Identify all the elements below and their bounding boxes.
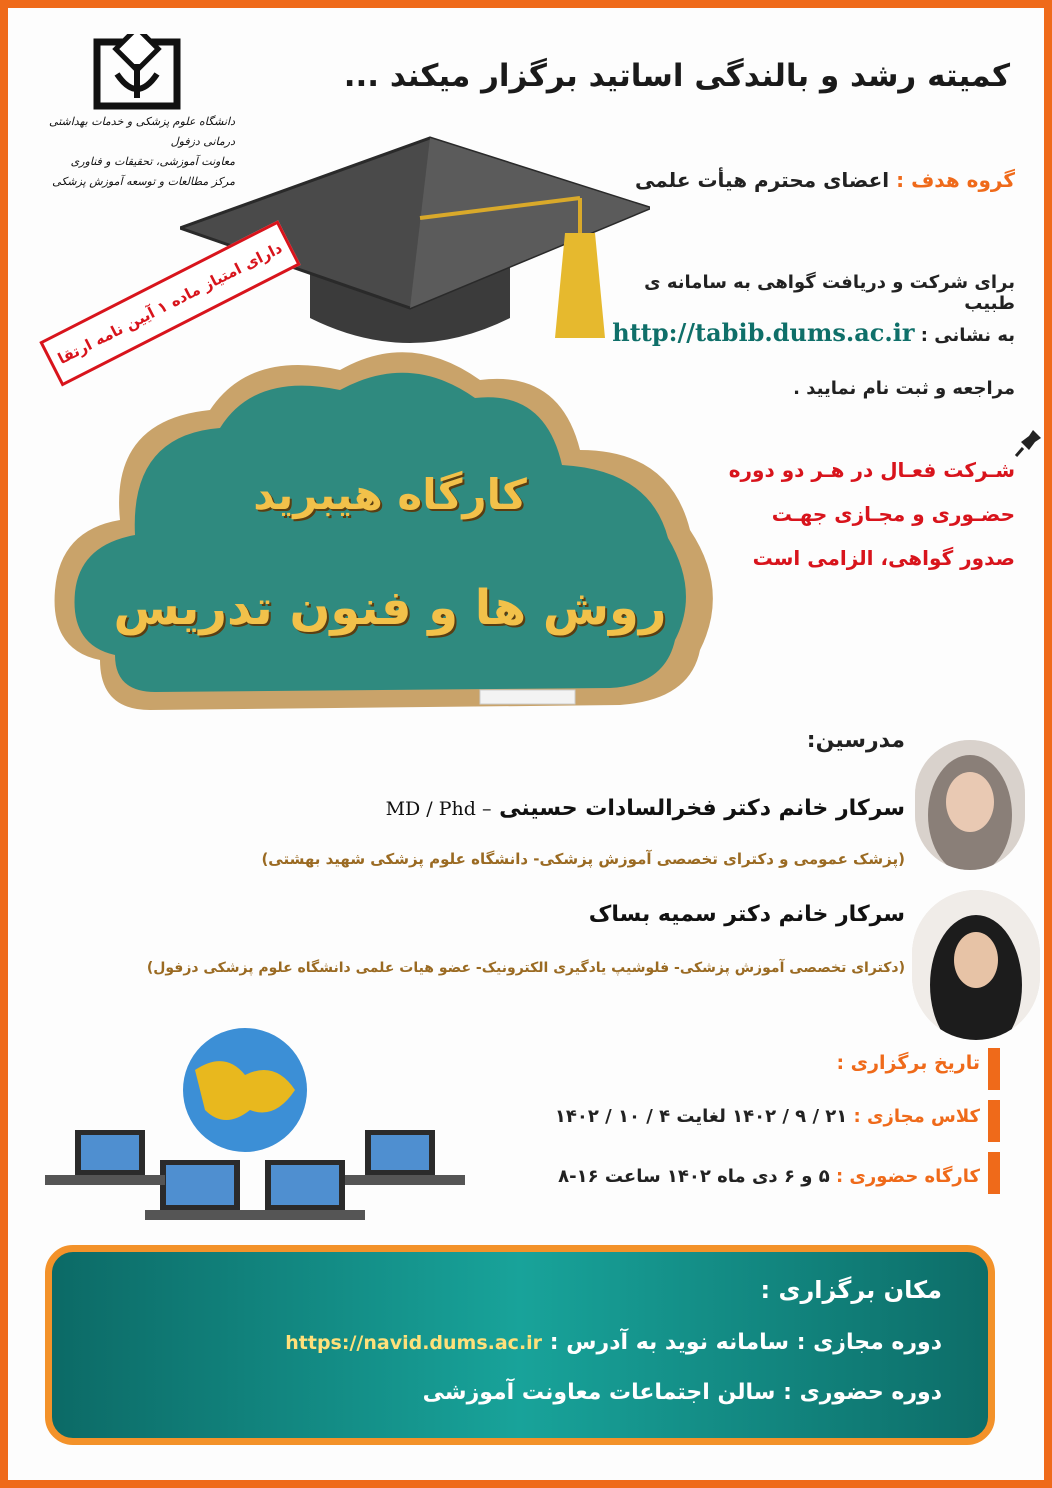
inperson-workshop-line: [500, 1166, 980, 1187]
instructor-1-name: سرکار خانم دکتر فخرالسادات حسینی: [499, 796, 905, 821]
instructor-2-photo: [912, 890, 1040, 1040]
logo-line-3: مرکز مطالعات و توسعه آموزش پزشکی: [52, 175, 235, 188]
instructor-1-desc: (پزشک عمومی و دکترای تخصصی آموزش پزشکی- دانشگاه علوم پزشکی شهید بهشتی): [261, 850, 905, 868]
inperson-workshop-value: ۵ و ۶ دی ماه ۱۴۰۲ ساعت ۱۶-۸: [558, 1166, 830, 1187]
university-emblem-icon: [82, 34, 192, 114]
venue-label: مکان برگزاری :: [760, 1276, 942, 1304]
inperson-workshop-label: کارگاه حضوری :: [835, 1166, 980, 1187]
instructors-label: مدرسین:: [806, 728, 905, 753]
venue-virtual-line: [80, 1330, 942, 1355]
cloud-board: [40, 330, 730, 750]
instructor-2-desc: (دکترای تخصصی آموزش پزشکی- فلوشیپ یادگیری الکترونیک- عضو هیات علمی دانشگاه علوم پزشکی دزفول): [146, 960, 905, 976]
schedule-bar-2: [988, 1100, 1000, 1142]
workshop-title-2: روش ها و فنون تدریس: [113, 580, 667, 636]
stamp-text: دارای امتیاز ماده ۱ آیین نامه ارتقا: [54, 238, 286, 368]
virtual-class-line: [500, 1106, 980, 1127]
venue-inperson-text: سالن اجتماعات معاونت آموزشی: [422, 1380, 776, 1405]
registration-line-3: مراجعه و ثبت نام نمایید .: [793, 378, 1015, 399]
navid-url-link[interactable]: https://navid.dums.ac.ir: [285, 1332, 543, 1354]
notice-line-3: صدور گواهی، الزامی است: [752, 546, 1015, 570]
pushpin-icon: [1015, 428, 1043, 458]
notice-line-2: حضـوری و مجـازی جهـت: [771, 502, 1015, 526]
schedule-label: تاریخ برگزاری :: [836, 1052, 980, 1074]
venue-inperson-label: دوره حضوری :: [783, 1380, 942, 1405]
tabib-url-link[interactable]: http://tabib.dums.ac.ir: [612, 318, 915, 347]
target-label: گروه هدف :: [896, 168, 1015, 192]
instructor-1-degree: MD / Phd –: [385, 798, 492, 820]
target-value: اعضای محترم هیأت علمی: [635, 168, 890, 192]
venue-virtual-label: دوره مجازی :: [796, 1330, 942, 1355]
registration-line-1: برای شرکت و دریافت گواهی به سامانه ی طبیب: [644, 272, 1015, 314]
instructor-2-name: سرکار خانم دکتر سمیه بساک: [588, 902, 905, 927]
venue-inperson-line: [80, 1380, 942, 1405]
workshop-title-1: کارگاه هیبرید: [253, 470, 527, 519]
virtual-class-label: کلاس مجازی :: [853, 1106, 980, 1127]
virtual-class-value: ۲۱ / ۹ / ۱۴۰۲ لغایت ۴ / ۱۰ / ۱۴۰۲: [554, 1106, 848, 1127]
schedule-bar-1: [988, 1048, 1000, 1090]
globe-network-icon: [35, 1020, 475, 1230]
venue-virtual-text: سامانه نوید به آدرس :: [549, 1330, 790, 1355]
address-label: به نشانی :: [920, 325, 1015, 346]
instructor-1-line: [300, 796, 905, 821]
instructor-1-photo: [915, 740, 1025, 870]
schedule-bar-3: [988, 1152, 1000, 1194]
headline: کمیته رشد و بالندگی اساتید برگزار میکند ...: [343, 58, 1010, 94]
notice-line-1: شـرکت فعـال در هـر دو دوره: [728, 458, 1015, 482]
logo-line-1: دانشگاه علوم پزشکی و خدمات بهداشتی درمانی دزفول: [49, 115, 235, 148]
logo-line-2: معاونت آموزشی، تحقیقات و فناوری: [70, 155, 235, 168]
